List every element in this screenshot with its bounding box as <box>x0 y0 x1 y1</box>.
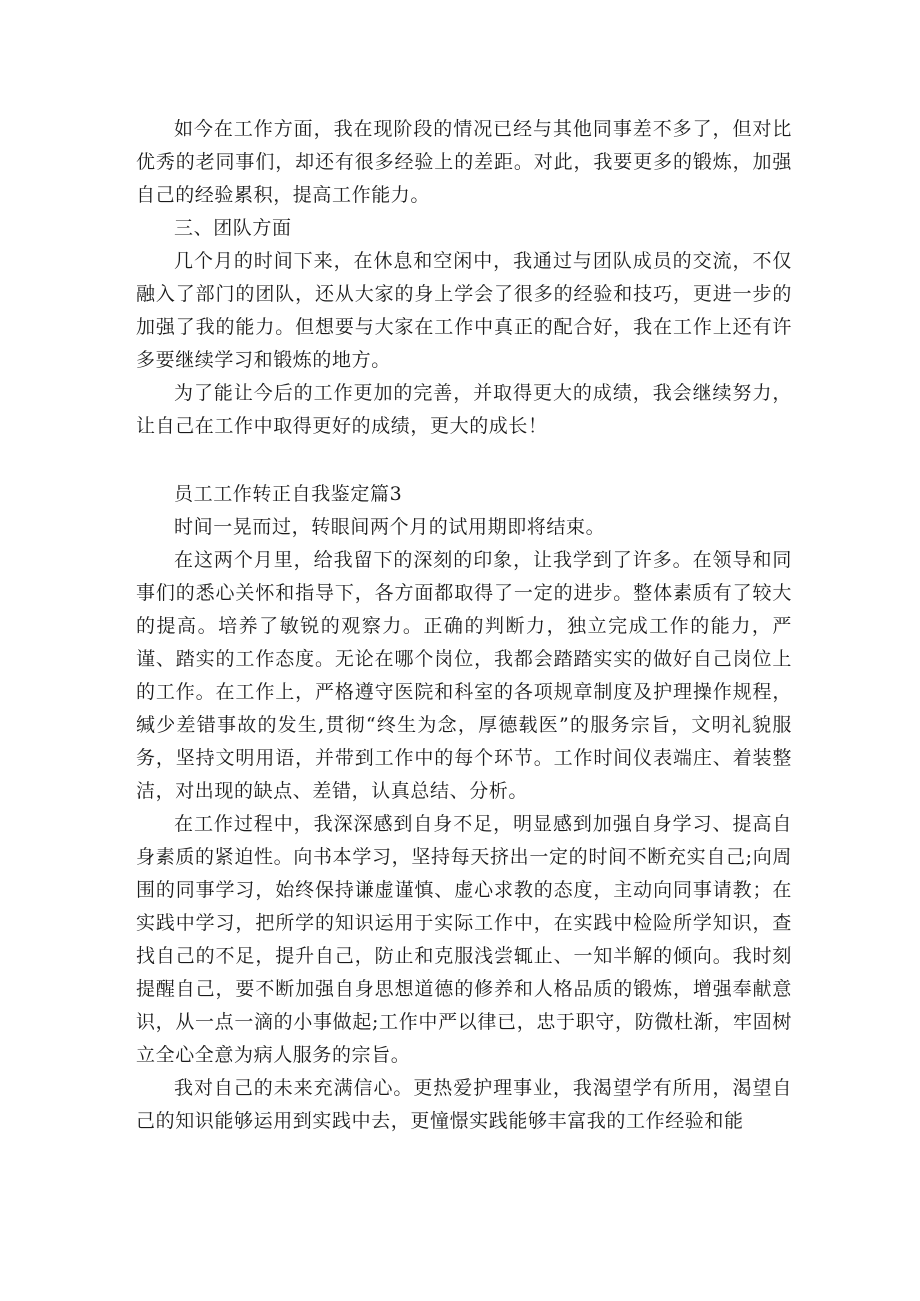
section-two <box>136 478 792 1138</box>
section-title: 员工工作转正自我鉴定篇3 <box>174 483 403 505</box>
paragraph-study: 在工作过程中，我深深感到自身不足，明显感到加强自身学习、提高自身素质的紧迫性。向书本学习，坚持每天挤出一定的时间不断充实自己;向周围的同事学习，始终保持谦虚谨慎、虚心求教的态度，主动向同事请教；在实践中学习，把所学的知识运用于实际工作中，在实践中检险所学知识，查找自己的不足，提升自己，防止和克服浅尝辄止、一知半解的倾向。我时刻提醒自己，要不断加强自身思想道德的修养和人格品质的锻炼，增强奉献意识，从一点一滴的小事做起;工作中严以律已，忠于职守，防微杜渐，牢固树立全心全意为病人服务的宗旨。 <box>136 813 792 1066</box>
paragraph-team: 几个月的时间下来，在休息和空闲中，我通过与团队成员的交流，不仅融入了部门的团队，还从大家的身上学会了很多的经验和技巧，更进一步的加强了我的能力。但想要与大家在工作中真正的配合好，我在工作上还有许多要继续学习和锻炼的地方。 <box>136 250 792 371</box>
paragraph-intro: 时间一晃而过，转眼间两个月的试用期即将结束。 <box>174 516 606 538</box>
section-one <box>136 113 792 443</box>
paragraph-work: 如今在工作方面，我在现阶段的情况已经与其他同事差不多了，但对比优秀的老同事们，却还有很多经验上的差距。对此，我要更多的锻炼，加强自己的经验累积，提高工作能力。 <box>136 118 792 206</box>
paragraph-impression: 在这两个月里，给我留下的深刻的印象，让我学到了许多。在领导和同事们的悉心关怀和指导下，各方面都取得了一定的进步。整体素质有了较大的提高。培养了敏锐的观察力。正确的判断力，独立完成工作的能力，严谨、踏实的工作态度。无论在哪个岗位，我都会踏踏实实的做好自己岗位上的工作。在工作上，严格遵守医院和科室的各项规章制度及护理操作规程，缄少差错事故的发生,贯彻“终生为念，厚德载医”的服务宗旨，文明礼貌服务，坚持文明用语，并带到工作中的每个环节。工作时间仪表端庄、着装整洁，对出现的缺点、差错，认真总结、分析。 <box>136 549 792 802</box>
paragraph-closing: 为了能让今后的工作更加的完善，并取得更大的成绩，我会继续努力，让自己在工作中取得更好的成绩，更大的成长！ <box>136 382 792 437</box>
paragraph-future: 我对自己的未来充满信心。更热爱护理事业，我渴望学有所用，渴望自己的知识能够运用到实践中去，更憧憬实践能够丰富我的工作经验和能 <box>136 1077 792 1132</box>
heading-team: 三、团队方面 <box>174 217 292 239</box>
